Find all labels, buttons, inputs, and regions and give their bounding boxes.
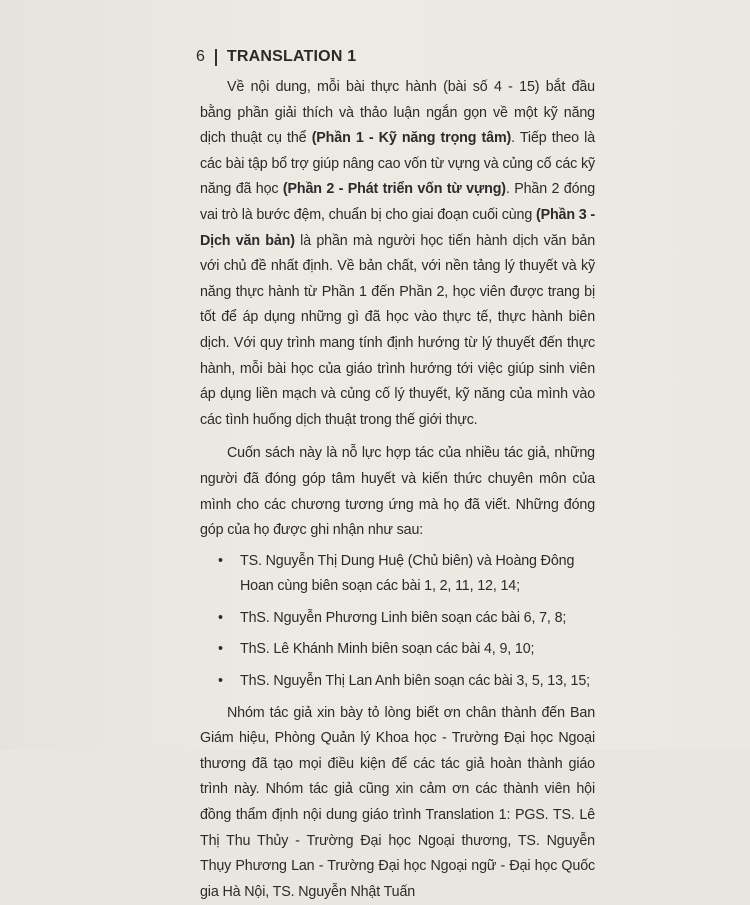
text-run: là phần mà người học tiến hành dịch văn bản với chủ đề nhất định. Về bản chất, với nền tảng lý thuyết và kỹ năng thực hành từ Phần 1 đến Phần 2, học viên được trang bị tốt để áp dụng những gì đã học vào thực tế, thực hành biên dịch. Với quy trình mang tính định hướng từ lý thuyết đến thực hành, mỗi bài học của giáo trình hướng tới việc giúp sinh viên áp dụng liền mạch và củng cố lý thuyết, kỹ năng của mình vào các tình huống dịch thuật trong thế giới thực. — [200, 232, 595, 428]
paragraph-content-structure — [200, 75, 595, 433]
page-number: 6 — [196, 48, 205, 65]
bold-part-1: (Phần 1 - Kỹ năng trọng tâm) — [311, 130, 512, 147]
list-item — [200, 637, 595, 663]
contributor-text: ThS. Lê Khánh Minh biên soạn các bài 4, 9, 10; — [240, 641, 535, 658]
paragraph-acknowledgements: Nhóm tác giả xin bày tỏ lòng biết ơn chân thành đến Ban Giám hiệu, Phòng Quản lý Khoa học - Trường Đại học Ngoại thương đã tạo mọi điều kiện để các tác giả hoàn thành giáo trình này. Nhóm tác giả cũng xin cảm ơn các thành viên hội đồng thẩm định nội dung giáo trình Translation 1: PGS. TS. Lê Thị Thu Thủy - Trường Đại học Ngoại thương, TS. Nguyễn Thụy Phương Lan - Trường Đại học Ngoại ngữ - Đại học Quốc gia Hà Nội, TS. Nguyễn Nhật Tuấn — [200, 704, 595, 900]
page-body — [200, 75, 595, 905]
paragraph-authors-intro: Cuốn sách này là nỗ lực hợp tác của nhiều tác giả, những người đã đóng góp tâm huyết và kiến thức chuyên môn của mình cho các chương tương ứng mà họ đã viết. Những đóng góp của họ được ghi nhận như sau: — [200, 445, 595, 539]
contributor-text: ThS. Nguyễn Phương Linh biên soạn các bài 6, 7, 8; — [240, 609, 567, 626]
list-item — [200, 669, 595, 695]
contributor-text: ThS. Nguyễn Thị Lan Anh biên soạn các bài 3, 5, 13, 15; — [240, 673, 590, 690]
contributors-list — [200, 549, 595, 695]
bold-part-3: (Phần 3 - Dịch văn bản) — [200, 206, 595, 249]
running-title: TRANSLATION 1 — [226, 48, 357, 65]
text-run: Về nội dung, mỗi bài thực hành (bài số 4 - 15) bắt đầu bằng phần giải thích và thảo luận ngắn gọn về một kỹ năng dịch thuật cụ thể — [200, 79, 595, 147]
bold-part-2: (Phần 2 - Phát triển vốn từ vựng) — [282, 181, 506, 198]
bullet: • — [218, 641, 223, 658]
contributor-text: TS. Nguyễn Thị Dung Huệ (Chủ biên) và Hoàng Đông Hoan cùng biên soạn các bài 1, 2, 11, 12, 14; — [240, 552, 575, 595]
list-item — [200, 606, 595, 632]
text-run: . Tiếp theo là các bài tập bổ trợ giúp nâng cao vốn từ vựng và củng cố các kỹ năng đã học — [200, 130, 596, 198]
bullet: • — [218, 552, 223, 569]
bullet: • — [218, 673, 223, 690]
bullet: • — [218, 609, 223, 626]
page-header — [196, 48, 356, 66]
list-item — [200, 549, 595, 600]
header-separator — [215, 49, 217, 66]
text-run: . Phần 2 đóng vai trò là bước đệm, chuẩn bị cho giai đoạn cuối cùng — [200, 181, 596, 223]
